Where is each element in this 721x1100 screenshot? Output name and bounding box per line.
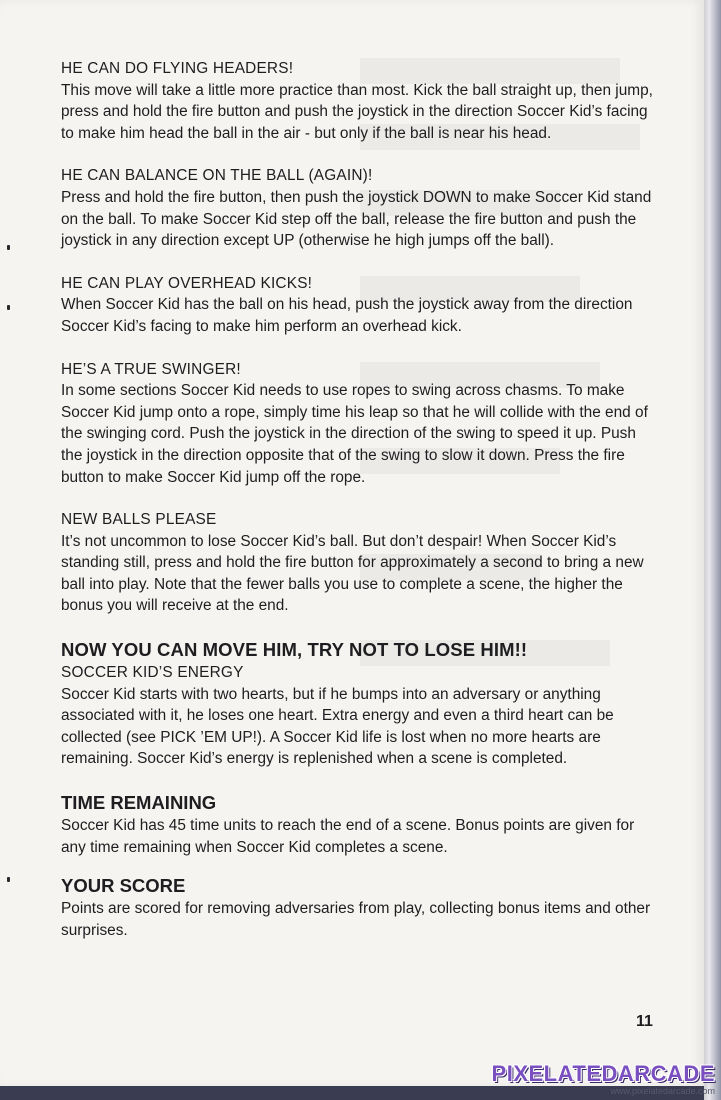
binding-mark — [7, 877, 10, 882]
watermark-title: PIXELATEDARCADE — [491, 1061, 715, 1086]
section-body: This move will take a little more practice than most. Kick the ball straight up, then jump, press and hold the fire button and push the joystick in the direction Soccer Kid’s facing to make him head the ball in the air - but only if the ball is near his head. — [61, 81, 653, 142]
watermark-url: www.pixelatedarcade.com — [610, 1086, 715, 1096]
main-heading: NOW YOU CAN MOVE HIM, TRY NOT TO LOSE HIM!! — [61, 639, 528, 661]
section-overhead-kicks — [61, 273, 661, 338]
section-heading: YOUR SCORE — [61, 875, 186, 897]
section-energy — [61, 662, 661, 770]
section-time-remaining — [61, 791, 661, 858]
section-true-swinger — [61, 359, 661, 489]
section-heading: HE CAN PLAY OVERHEAD KICKS! — [61, 274, 313, 292]
page-content — [61, 58, 661, 962]
binding-mark — [7, 305, 10, 310]
section-body: When Soccer Kid has the ball on his head, push the joystick away from the direction Soccer Kid’s facing to make him perform an overhead kick. — [61, 296, 633, 335]
section-heading: NEW BALLS PLEASE — [61, 511, 217, 529]
section-body: Soccer Kid starts with two hearts, but if he bumps into an adversary or anything associated with it, he loses one heart. Extra energy and even a third heart can be collected (see PICK ’EM UP!). A Soccer Kid life is lost when no more hearts are remaining. Soccer Kid’s energy is replenished when a scene is completed. — [61, 685, 614, 768]
section-body: In some sections Soccer Kid needs to use ropes to swing across chasms. To make Soccer Kid jump onto a rope, simply time his leap so that he will collide with the end of the swinging cord. Push the joystick in the direction of the swing to speed it up. Push the joystick in the direction opposite that of the swing to slow it down. Press the fire button to make Soccer Kid jump off the rope. — [61, 382, 648, 486]
section-heading: HE CAN BALANCE ON THE BALL (AGAIN)! — [61, 167, 373, 185]
binding-mark — [7, 245, 10, 250]
section-new-balls — [61, 509, 661, 617]
section-heading: SOCCER KID’S ENERGY — [61, 664, 244, 682]
page-number: 11 — [636, 1013, 653, 1030]
section-heading: HE’S A TRUE SWINGER! — [61, 360, 241, 378]
section-your-score — [61, 874, 661, 941]
section-body: Press and hold the fire button, then push the joystick DOWN to make Soccer Kid stand on the ball. To make Soccer Kid step off the ball, release the fire button and push the joystick in any direction except UP (otherwise he high jumps off the ball). — [61, 188, 652, 250]
section-balance-on-ball — [61, 165, 661, 251]
section-flying-headers — [61, 58, 661, 144]
section-body: It’s not uncommon to lose Soccer Kid’s ball. But don’t despair! When Soccer Kid’s standing still, press and hold the fire button for approximately a second to bring a new ball into play. Note that the fewer balls you use to complete a scene, the higher the bonus you will receive at the end. — [61, 532, 644, 615]
section-heading: TIME REMAINING — [61, 792, 217, 814]
section-heading: HE CAN DO FLYING HEADERS! — [61, 60, 294, 77]
section-body: Soccer Kid has 45 time units to reach the end of a scene. Bonus points are given for any time remaining when Soccer Kid completes a scene. — [61, 817, 635, 856]
section-body: Points are scored for removing adversaries from play, collecting bonus items and other surprises. — [61, 900, 651, 939]
page-spine — [704, 0, 721, 1100]
watermark — [492, 1062, 715, 1096]
